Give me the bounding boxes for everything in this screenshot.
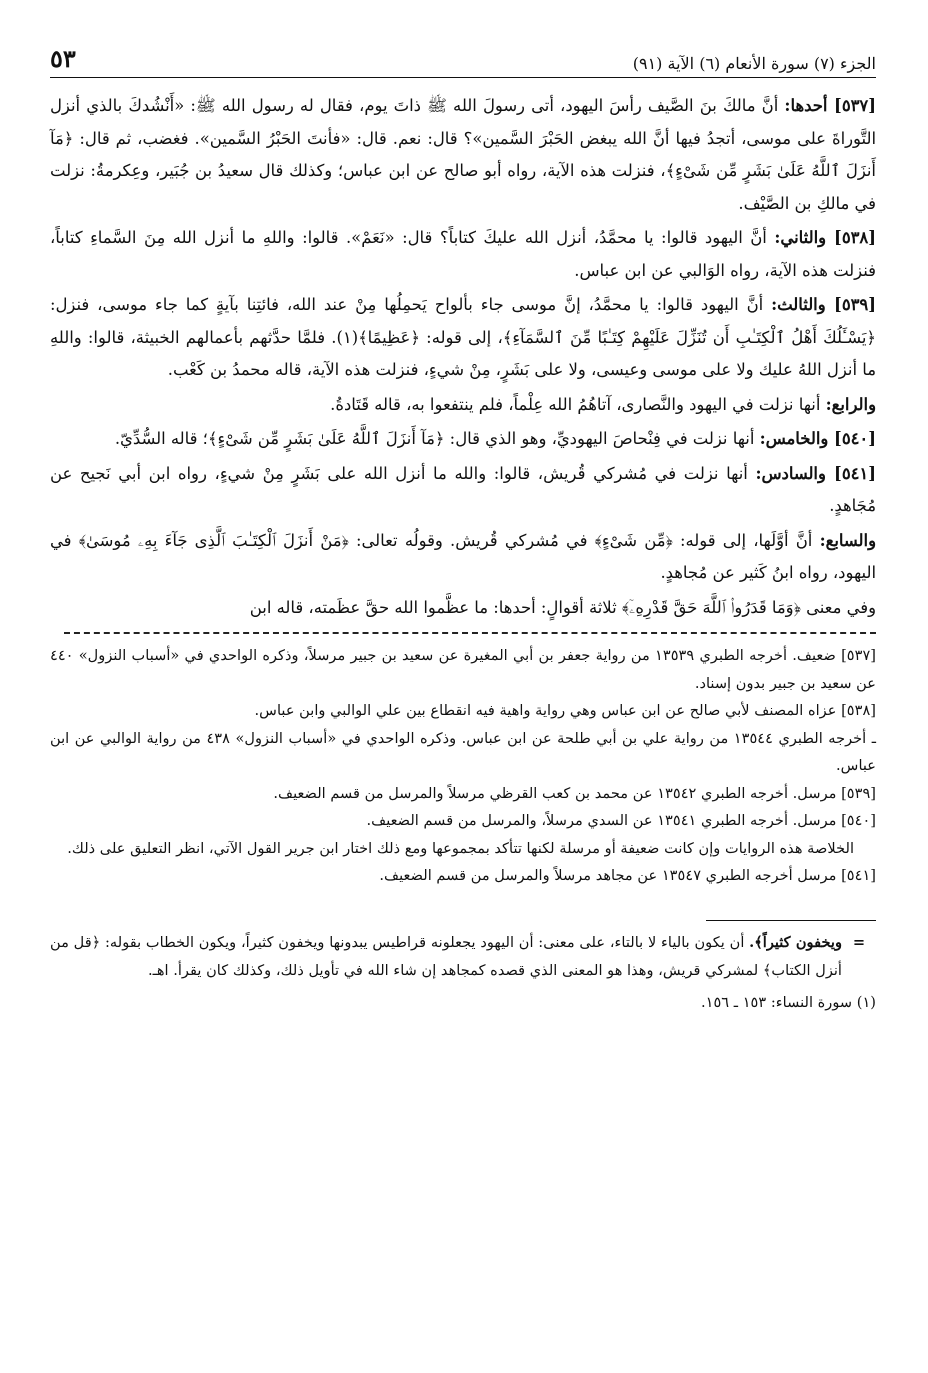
paragraph [50, 90, 876, 220]
paragraph-text: أنَّ اليهود قالوا: يا محمَّدُ، أنزل الله عليكَ كتاباً؟ قال: «نَعَمْ». قالوا: واللهِ ما أنزل الله مِنَ السَّماءِ كتاباً، فنزلت هذه الآية، رواه الوَالبي عن ابن عباس. [50, 228, 876, 280]
footnote-rule [706, 920, 876, 921]
paragraph [50, 289, 876, 387]
page-header [50, 44, 876, 78]
paragraph [50, 458, 876, 523]
paragraph-lead: [٥٤٠] والخامس: [759, 429, 876, 448]
continued-footnote-body: أن يكون بالياء لا بالتاء، على معنى: أن اليهود يجعلونه قراطيس يبدونها ويخفون كثيراً، ويكون الخطاب بقوله: ﴿قل من أنزل الكتاب﴾ لمشركي قريش، وهذا هو المعنى الذي قصده كمجاهد إن شاء الله في تأويل ذلك، وكذلك كان يقرأ. اهـ. [50, 933, 842, 979]
paragraph [50, 389, 876, 422]
note: ـ أخرجه الطبري ١٣٥٤٤ من رواية علي بن أبي طلحة عن ابن عباس. وذكره الواحدي في «أسباب النزول» ٤٣٨ من رواية الوالبي عن ابن عباس. [50, 729, 876, 774]
footnotes [50, 929, 876, 1017]
paragraph-text: أنَّ مالكَ بنَ الصَّيف رأسَ اليهود، أتى رسولَ الله ﷺ ذاتَ يوم، فقال له رسول الله ﷺ: «أَنْشُدكَ بالذي أنزل التَّوراةَ على موسى، أتجدُ فيها أنَّ الله يبغض الحَبْرَ السَّمين»؟ قال: نعم. قال: «فأنتَ الحَبْرُ السَّمين». فغضب، ثم قال: ﴿مَآ أَنزَلَ ٱللَّهُ عَلَىٰ بَشَرٍ مِّن شَىْءٍ﴾، فنزلت هذه الآية، رواه أبو صالح عن ابن عباس؛ وكذلك قال سعيدُ بن جُبَير، وعِكرمةُ: نزلت في مالكِ بن الصَّيْف. [50, 96, 876, 213]
paragraph-text: أنها نزلت في اليهود والنَّصارى، آتاهُمُ الله عِلْماً، فلم ينتفعوا به، قاله قَتَادةُ. [330, 394, 826, 414]
note: [٥٤٠] مرسل. أخرجه الطبري ١٣٥٤١ عن السدي مرسلاً، والمرسل من قسم الضعيف. [366, 812, 876, 829]
paragraph [50, 423, 876, 456]
paragraph-text: أنها نزلت في فِنْحاصَ اليهوديِّ، وهو الذي قال: ﴿مَآ أَنزَلَ ٱللَّهُ عَلَىٰ بَشَرٍ مِّن شَىْءٍ﴾؛ قاله السُّدِّيّ. [114, 429, 760, 448]
paragraph-lead: [٥٣٧] أحدها: [784, 96, 876, 115]
paragraph-lead: [٥٣٨] والثاني: [774, 228, 877, 247]
paragraph-text: أنها نزلت في مُشركي قُريش، قالوا: والله ما أنزل الله على بَشَرٍ مِنْ شيءٍ، رواه ابن أبي نَجيح عن مُجَاهدٍ. [50, 463, 876, 515]
continued-footnote-text [50, 929, 842, 985]
paragraph-lead: [٥٣٩] والثالث: [771, 295, 876, 314]
paragraph-lead: [٥٤١] والسادس: [755, 463, 876, 483]
paragraph-text: وفي معنى ﴿وَمَا قَدَرُوا۟ ٱللَّهَ حَقَّ قَدْرِهِۦٓ﴾ ثلاثة أقوالٍ: أحدها: ما عظَّموا الله حقَّ عظَمته، قاله ابن [249, 597, 876, 617]
note: [٥٣٩] مرسل. أخرجه الطبري ١٣٥٤٢ عن محمد بن كعب القرظي مرسلاً والمرسل من قسم الضعيف. [273, 784, 876, 802]
hadith-notes [50, 642, 876, 890]
continued-footnote [50, 929, 876, 985]
running-title: الجزء (٧) سورة الأنعام (٦) الآية (٩١) [632, 54, 876, 73]
note: [٥٣٨] عزاه المصنف لأبي صالح عن ابن عباس وهي رواية واهية فيه انقطاع بين علي الوالبي وابن عباس. [254, 702, 876, 719]
note: [٥٣٧] ضعيف. أخرجه الطبري ١٣٥٣٩ من رواية جعفر بن أبي المغيرة عن سعيد بن جبير مرسلاً، وذكره الواحدي في «أسباب النزول» ٤٤٠ عن سعيد بن جبير بدون إسناد. [50, 647, 876, 692]
note: الخلاصة هذه الروايات وإن كانت ضعيفة أو مرسلة لكنها تتأكد بمجموعها ومع ذلك اختار ابن جرير القول الآتي، انظر التعليق على ذلك. [67, 839, 854, 857]
dashed-separator [64, 632, 876, 634]
footnote-1: (١) سورة النساء: ١٥٣ ـ ١٥٦. [700, 993, 876, 1011]
paragraph-text: أنَّ أوَّلَها، إلى قوله: ﴿مِّن شَىْءٍ﴾ في مُشركي قُريش. وقولُه تعالى: ﴿مَنْ أَنزَلَ ٱلْكِتَـٰبَ ٱلَّذِى جَآءَ بِهِۦ مُوسَىٰ﴾ في اليهود، رواه ابنُ كَثير عن مُجاهدٍ. [50, 530, 876, 582]
continued-footnote-lead: ويخفون كثيراً﴾. [749, 933, 842, 951]
paragraph [50, 592, 876, 625]
paragraph-lead: والسابع: [819, 530, 876, 550]
paragraph-lead: والرابع: [825, 394, 876, 414]
page-number: ٥٣ [50, 44, 76, 73]
main-text [50, 90, 876, 624]
note: [٥٤١] مرسل أخرجه الطبري ١٣٥٤٧ عن مجاهد مرسلاً والمرسل من قسم الضعيف. [379, 867, 876, 884]
paragraph-text: أنَّ اليهود قالوا: يا محمَّدُ، إنَّ موسى جاء بألواح يَحمِلُها مِنْ عند الله، فائتِنا بآيةٍ كما جاء موسى، فنزل: ﴿يَسْـَٔلُكَ أَهْلُ ٱلْكِتَـٰبِ أَن تُنَزِّلَ عَلَيْهِمْ كِتَـٰبًا مِّنَ ٱلسَّمَآءِ﴾، إلى قوله: ﴿عَظِيمًا﴾(١). فلمَّا حدَّثهم بأعمالهم الخبيثة، قالوا: واللهِ ما أنزل اللهُ عليك ولا على موسى وعيسى، ولا على بَشَرٍ، مِنْ شيءٍ، فنزلت هذه الآية، قاله محمدُ بن كَعْب. [50, 295, 876, 379]
paragraph [50, 222, 876, 287]
continuation-mark: = [852, 933, 866, 951]
paragraph [50, 525, 876, 590]
